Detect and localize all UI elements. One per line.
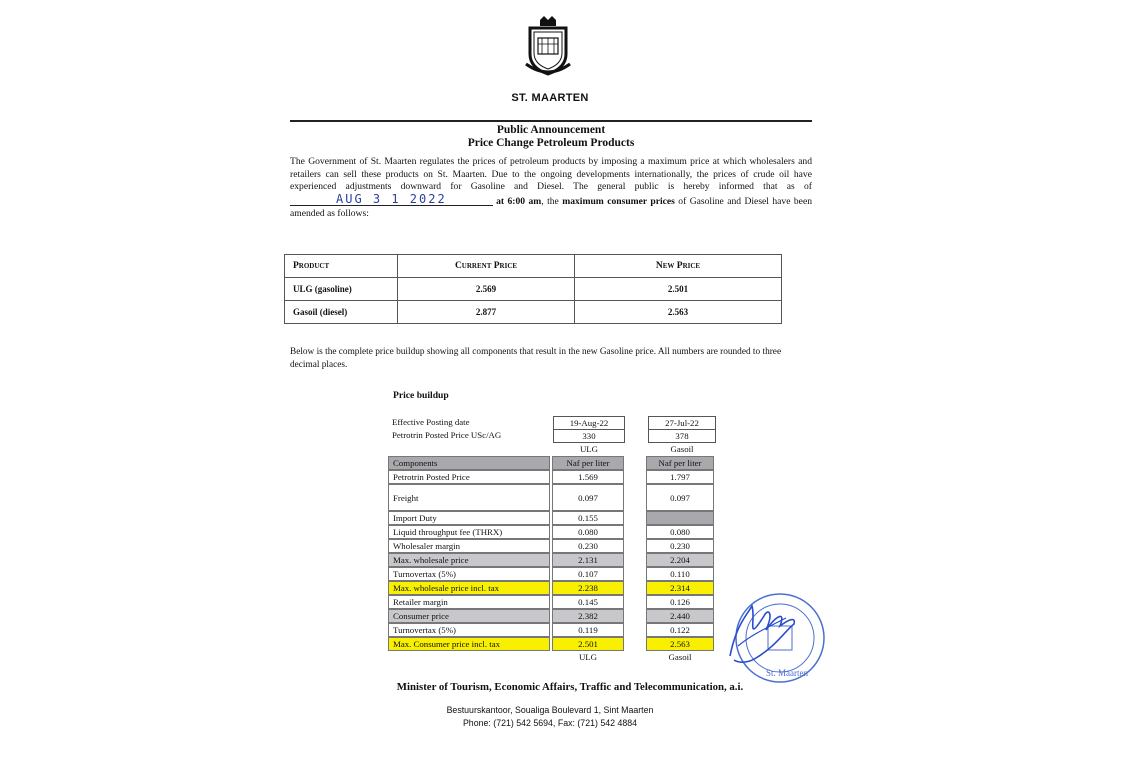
- phone-line: Phone: (721) 542 5694, Fax: (721) 542 4884: [462, 717, 638, 728]
- current-price-cell: 2.877: [398, 301, 575, 324]
- ulg-value: 2.131: [552, 553, 624, 567]
- table-row: [388, 553, 718, 567]
- gasoil-value: 0.122: [646, 623, 714, 637]
- component-label: Turnovertax (5%): [388, 567, 550, 581]
- gasoil-value: 0.230: [646, 539, 714, 553]
- ulg-value: 0.230: [552, 539, 624, 553]
- ulg-value: 0.155: [552, 511, 624, 525]
- posted-price-ulg: 330: [553, 429, 625, 443]
- table-row: [388, 609, 718, 623]
- header-unit-gasoil: Naf per liter: [646, 456, 714, 470]
- table-header-row: [285, 255, 782, 278]
- component-label: Max. Consumer price incl. tax: [388, 637, 550, 651]
- gasoil-value: 2.314: [646, 581, 714, 595]
- component-label: Wholesaler margin: [388, 539, 550, 553]
- address-block: [400, 704, 700, 729]
- column-label-gasoil: Gasoil: [670, 444, 694, 454]
- component-label: Max. wholesale price incl. tax: [388, 581, 550, 595]
- intro-text-mid: , the: [541, 195, 563, 207]
- buildup-header-row: [388, 456, 718, 470]
- posting-date-gasoil: 27-Jul-22: [648, 416, 716, 430]
- table-row: [388, 539, 718, 553]
- table-row: [388, 637, 718, 651]
- component-label: Max. wholesale price: [388, 553, 550, 567]
- intro-paragraph: [290, 156, 812, 221]
- announcement-title-line1: Public Announcement: [496, 124, 606, 136]
- footer-label-ulg: ULG: [578, 652, 598, 662]
- table-row: [285, 301, 782, 324]
- table-row: [388, 525, 718, 539]
- gasoil-value: 0.097: [646, 484, 714, 511]
- column-label-ulg: ULG: [579, 444, 599, 454]
- posted-price-gasoil: 378: [648, 429, 716, 443]
- date-stamp: AUG 3 1 2022: [290, 193, 493, 207]
- seal-text: St. Maarten: [766, 668, 808, 678]
- announcement-title: [290, 124, 812, 150]
- component-label: Import Duty: [388, 511, 550, 525]
- header-unit-ulg: Naf per liter: [552, 456, 624, 470]
- gasoil-value: 2.440: [646, 609, 714, 623]
- intro-text-2: of Gasoline and Diesel have been amended as follows:: [290, 195, 812, 220]
- ulg-value: 2.501: [552, 637, 624, 651]
- component-label: Retailer margin: [388, 595, 550, 609]
- gasoil-value: 0.126: [646, 595, 714, 609]
- address-line: Bestuurskantoor, Soualiga Boulevard 1, Sint Maarten: [446, 705, 654, 715]
- header-components: Components: [388, 456, 550, 470]
- header-divider: [290, 120, 812, 122]
- table-row: [388, 623, 718, 637]
- footer-label-gasoil: Gasoil: [668, 652, 692, 662]
- product-cell: Gasoil (diesel): [285, 301, 398, 324]
- component-label: Turnovertax (5%): [388, 623, 550, 637]
- announcement-title-line2: Price Change Petroleum Products: [467, 137, 635, 149]
- table-row: [388, 470, 718, 484]
- component-label: Freight: [388, 484, 550, 511]
- table-row: [388, 484, 718, 511]
- header-current-price: Current Price: [398, 255, 575, 278]
- ulg-value: 0.080: [552, 525, 624, 539]
- gasoil-value: 2.563: [646, 637, 714, 651]
- ulg-value: 2.382: [552, 609, 624, 623]
- ulg-value: 0.119: [552, 623, 624, 637]
- intro-text-1: The Government of St. Maarten regulates the prices of petroleum products by imposing a maximum price at which wholesalers and retailers can sell these products on St. Maarten. Due to the ongoing developments internationally, the prices of crude oil have experienced adjustments downward for Gasoline and Diesel. The general public is hereby informed that as of: [290, 156, 812, 193]
- component-label: Consumer price: [388, 609, 550, 623]
- official-seal-icon: [716, 586, 832, 690]
- table-row: [388, 511, 718, 525]
- gasoil-value: [646, 511, 714, 525]
- table-row: [388, 581, 718, 595]
- posting-date-label: Effective Posting date: [392, 417, 470, 427]
- ulg-value: 1.569: [552, 470, 624, 484]
- table-row: [285, 278, 782, 301]
- gasoil-value: 1.797: [646, 470, 714, 484]
- coat-of-arms-icon: [520, 14, 576, 78]
- price-change-table: [284, 254, 782, 324]
- intro-bold: maximum consumer prices: [562, 195, 675, 207]
- gasoil-value: 2.204: [646, 553, 714, 567]
- gasoil-value: 0.110: [646, 567, 714, 581]
- posted-price-label: Petrotrin Posted Price USc/AG: [392, 430, 502, 440]
- product-cell: ULG (gasoline): [285, 278, 398, 301]
- buildup-footer-row: [388, 651, 718, 665]
- component-label: Liquid throughput fee (THRX): [388, 525, 550, 539]
- new-price-cell: 2.563: [575, 301, 782, 324]
- header-new-price: New Price: [575, 255, 782, 278]
- posting-date-ulg: 19-Aug-22: [553, 416, 625, 430]
- signature-line: Minister of Tourism, Economic Affairs, Traffic and Telecommunication, a.i.: [396, 681, 744, 693]
- country-name: ST. MAARTEN: [511, 92, 589, 104]
- ulg-value: 0.097: [552, 484, 624, 511]
- buildup-heading: Price buildup: [393, 390, 449, 401]
- component-label: Petrotrin Posted Price: [388, 470, 550, 484]
- header-product: Product: [285, 255, 398, 278]
- gasoil-value: 0.080: [646, 525, 714, 539]
- table-row: [388, 567, 718, 581]
- ulg-value: 0.107: [552, 567, 624, 581]
- ulg-value: 0.145: [552, 595, 624, 609]
- intro-time: at 6:00 am: [496, 195, 542, 207]
- table-row: [388, 595, 718, 609]
- new-price-cell: 2.501: [575, 278, 782, 301]
- current-price-cell: 2.569: [398, 278, 575, 301]
- ulg-value: 2.238: [552, 581, 624, 595]
- buildup-note: Below is the complete price buildup showing all components that result in the new Gasoline price. All numbers are rounded to three decimal places.: [290, 347, 782, 370]
